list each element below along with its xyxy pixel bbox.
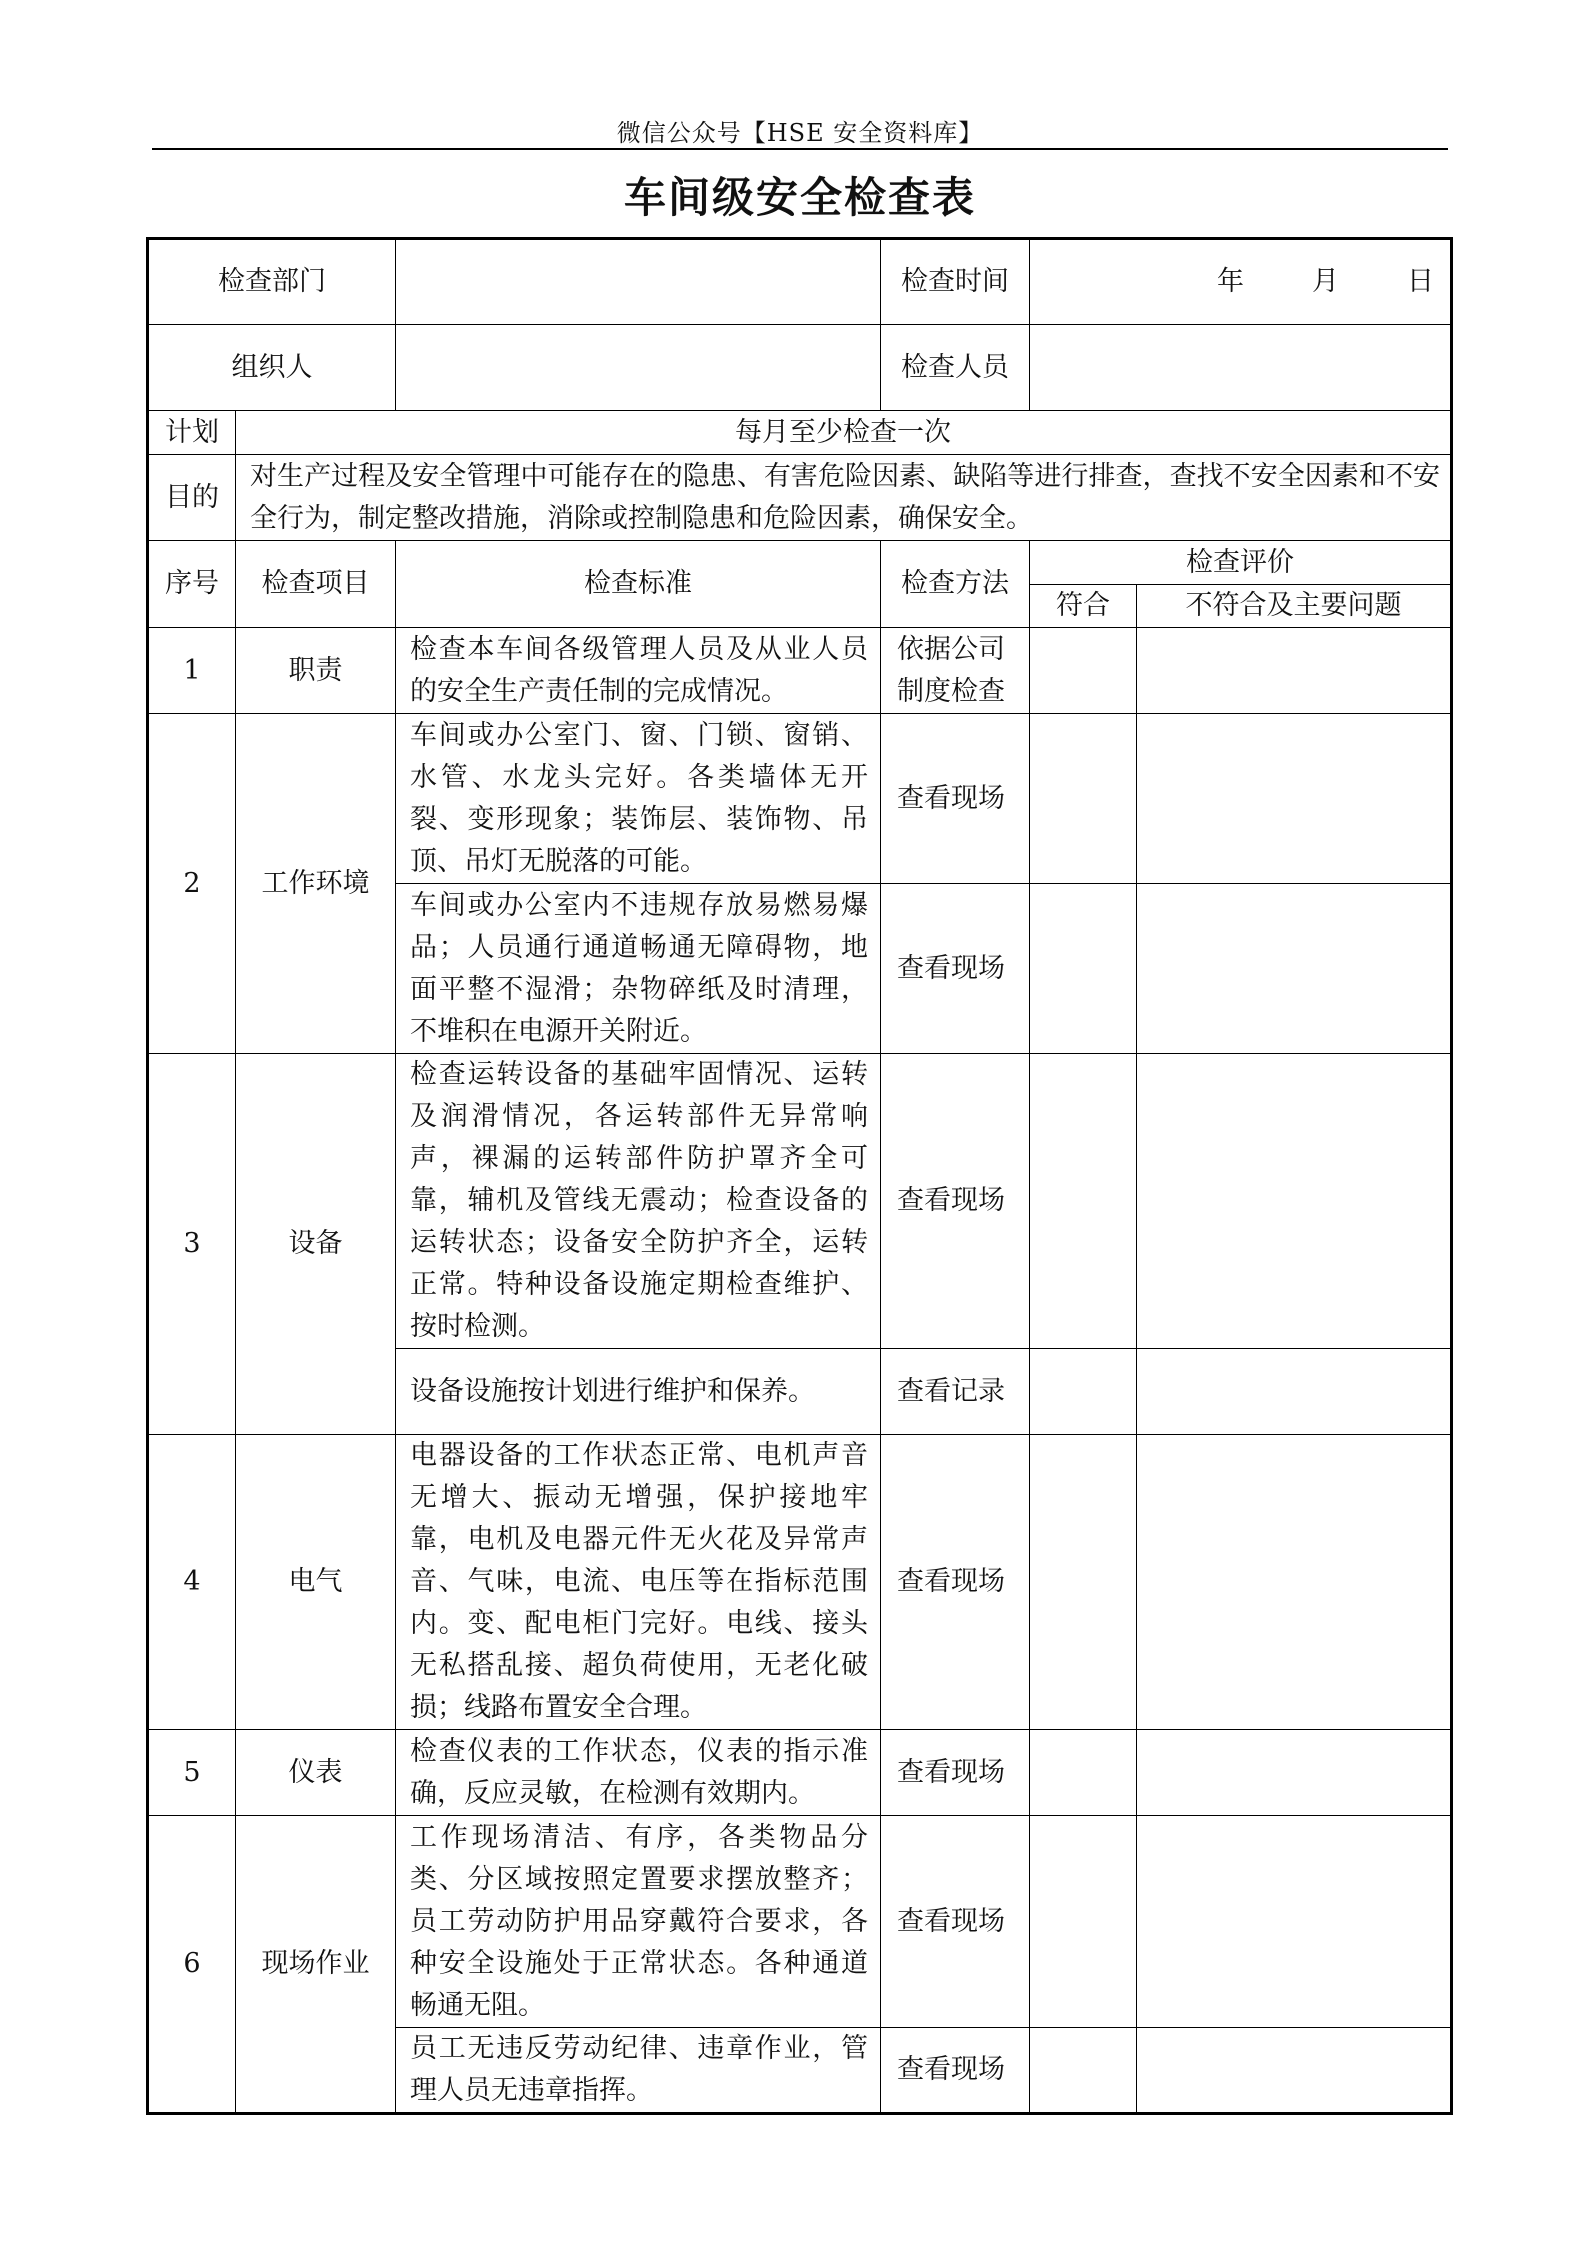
- date-day: 日: [1407, 266, 1434, 297]
- row-seq: 1: [148, 628, 236, 714]
- row-seq: 2: [148, 714, 236, 1054]
- row-item: 职责: [236, 628, 396, 714]
- table-row: [148, 1730, 1452, 1816]
- time-field[interactable]: [1030, 239, 1452, 325]
- col-header-evaluation: 检查评价: [1030, 541, 1452, 585]
- conform-cell[interactable]: [1030, 1730, 1137, 1816]
- inspectors-field[interactable]: [1030, 325, 1452, 411]
- row-standard: 设备设施按计划进行维护和保养。: [396, 1349, 881, 1435]
- col-header-nonconform: 不符合及主要问题: [1137, 585, 1452, 628]
- conform-cell[interactable]: [1030, 628, 1137, 714]
- date-month: 月: [1312, 266, 1339, 297]
- row-method: 查看现场: [881, 1054, 1030, 1349]
- row-item: 现场作业: [236, 1816, 396, 2114]
- row-item: 工作环境: [236, 714, 396, 1054]
- row-seq: 5: [148, 1730, 236, 1816]
- dept-field[interactable]: [396, 239, 881, 325]
- row-standard: 电器设备的工作状态正常、电机声音无增大、振动无增强，保护接地牢靠，电机及电器元件无火花及异常声音、气味，电流、电压等在指标范围内。变、配电柜门完好。电线、接头无私搭乱接、超负荷使用，无老化破损；线路布置安全合理。: [396, 1435, 881, 1730]
- row-standard: 工作现场清洁、有序，各类物品分类、分区域按照定置要求摆放整齐；员工劳动防护用品穿戴符合要求，各种安全设施处于正常状态。各种通道畅通无阻。: [396, 1816, 881, 2028]
- info-row-organizer: [148, 325, 1452, 411]
- table-row: [148, 1435, 1452, 1730]
- row-method: 查看现场: [881, 1730, 1030, 1816]
- info-row-dept: [148, 239, 1452, 325]
- row-standard: 员工无违反劳动纪律、违章作业，管理人员无违章指挥。: [396, 2028, 881, 2114]
- row-seq: 4: [148, 1435, 236, 1730]
- col-header-conform: 符合: [1030, 585, 1137, 628]
- table-row: [148, 1816, 1452, 2028]
- conform-cell[interactable]: [1030, 884, 1137, 1054]
- date-year: 年: [1217, 266, 1244, 297]
- row-method: 查看现场: [881, 2028, 1030, 2114]
- row-standard: 检查运转设备的基础牢固情况、运转及润滑情况，各运转部件无异常响声，裸漏的运转部件防护罩齐全可靠，辅机及管线无震动；检查设备的运转状态；设备安全防护齐全，运转正常。特种设备设施定期检查维护、按时检测。: [396, 1054, 881, 1349]
- plan-value: 每月至少检查一次: [236, 411, 1452, 455]
- table-row: [148, 1054, 1452, 1349]
- col-header-method: 检查方法: [881, 541, 1030, 628]
- purpose-label: 目的: [148, 455, 236, 541]
- row-standard: 车间或办公室门、窗、门锁、窗销、水管、水龙头完好。各类墙体无开裂、变形现象；装饰层、装饰物、吊顶、吊灯无脱落的可能。: [396, 714, 881, 884]
- col-header-item: 检查项目: [236, 541, 396, 628]
- table-row: [148, 628, 1452, 714]
- row-standard: 车间或办公室内不违规存放易燃易爆品；人员通行通道畅通无障碍物，地面平整不湿滑；杂物碎纸及时清理，不堆积在电源开关附近。: [396, 884, 881, 1054]
- row-method: 查看记录: [881, 1349, 1030, 1435]
- inspectors-label: 检查人员: [881, 325, 1030, 411]
- nonconform-cell[interactable]: [1137, 1349, 1452, 1435]
- row-standard: 检查仪表的工作状态，仪表的指示准确，反应灵敏，在检测有效期内。: [396, 1730, 881, 1816]
- organizer-label: 组织人: [148, 325, 396, 411]
- header-source-line: 微信公众号【HSE 安全资料库】: [616, 119, 984, 147]
- organizer-field[interactable]: [396, 325, 881, 411]
- row-method: 查看现场: [881, 884, 1030, 1054]
- row-standard: 检查本车间各级管理人员及从业人员的安全生产责任制的完成情况。: [396, 628, 881, 714]
- row-method: 查看现场: [881, 1816, 1030, 2028]
- nonconform-cell[interactable]: [1137, 1054, 1452, 1349]
- row-item: 设备: [236, 1054, 396, 1435]
- conform-cell[interactable]: [1030, 1435, 1137, 1730]
- time-label: 检查时间: [881, 239, 1030, 325]
- row-method: 查看现场: [881, 714, 1030, 884]
- purpose-value: 对生产过程及安全管理中可能存在的隐患、有害危险因素、缺陷等进行排查，查找不安全因素和不安全行为，制定整改措施，消除或控制隐患和危险因素，确保安全。: [236, 455, 1452, 541]
- row-seq: 6: [148, 1816, 236, 2114]
- plan-row: [148, 411, 1452, 455]
- row-item: 仪表: [236, 1730, 396, 1816]
- row-seq: 3: [148, 1054, 236, 1435]
- nonconform-cell[interactable]: [1137, 1435, 1452, 1730]
- dept-label: 检查部门: [148, 239, 396, 325]
- inspection-table: [146, 237, 1453, 2115]
- table-row: [148, 714, 1452, 884]
- page-title: 车间级安全检查表: [623, 173, 976, 222]
- nonconform-cell[interactable]: [1137, 628, 1452, 714]
- plan-label: 计划: [148, 411, 236, 455]
- conform-cell[interactable]: [1030, 1816, 1137, 2028]
- purpose-row: [148, 455, 1452, 541]
- column-header-row-1: [148, 541, 1452, 585]
- row-method: 依据公司制度检查: [881, 628, 1030, 714]
- nonconform-cell[interactable]: [1137, 884, 1452, 1054]
- conform-cell[interactable]: [1030, 1054, 1137, 1349]
- row-method: 查看现场: [881, 1435, 1030, 1730]
- nonconform-cell[interactable]: [1137, 2028, 1452, 2114]
- header-divider: [152, 148, 1448, 150]
- nonconform-cell[interactable]: [1137, 1730, 1452, 1816]
- conform-cell[interactable]: [1030, 714, 1137, 884]
- conform-cell[interactable]: [1030, 1349, 1137, 1435]
- nonconform-cell[interactable]: [1137, 1816, 1452, 2028]
- row-item: 电气: [236, 1435, 396, 1730]
- col-header-standard: 检查标准: [396, 541, 881, 628]
- conform-cell[interactable]: [1030, 2028, 1137, 2114]
- col-header-seq: 序号: [148, 541, 236, 628]
- nonconform-cell[interactable]: [1137, 714, 1452, 884]
